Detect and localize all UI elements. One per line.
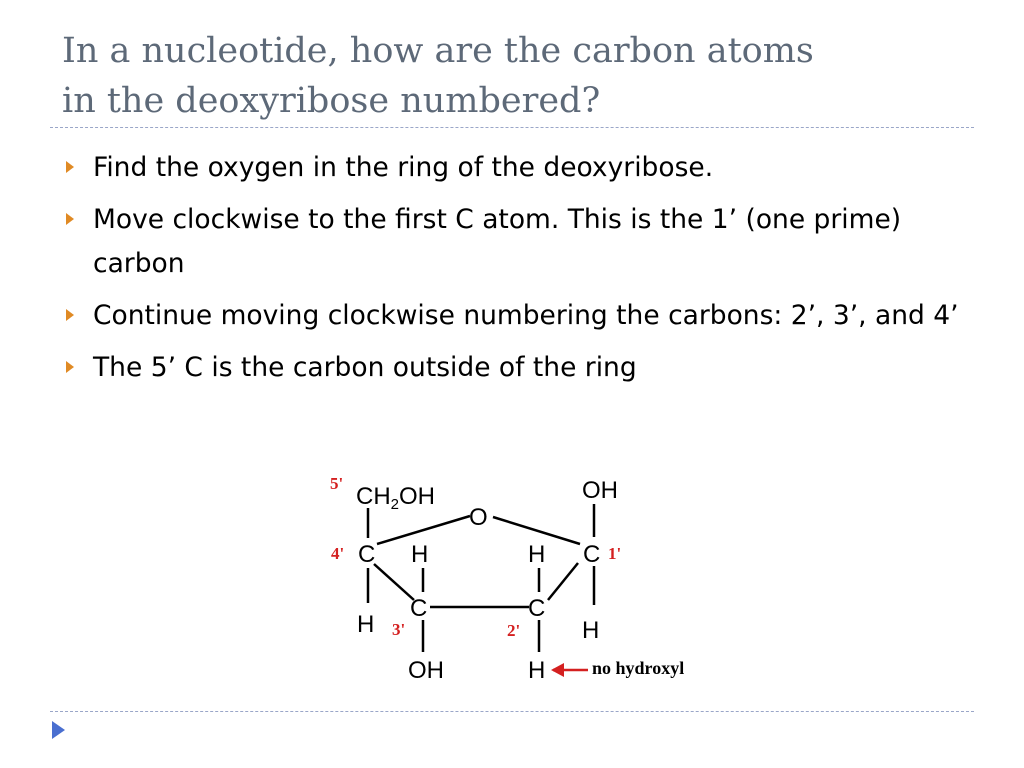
c1-hydrogen-below: H bbox=[582, 617, 600, 644]
bullet-list bbox=[60, 146, 960, 398]
title-line-1: In a nucleotide, how are the carbon atoms bbox=[62, 31, 814, 71]
bullet-item-4 bbox=[60, 346, 960, 390]
annotation-label: no hydroxyl bbox=[592, 658, 685, 678]
carbon-number-5: 5' bbox=[330, 474, 344, 493]
c5-group-label: $CH_2OH$ bbox=[356, 483, 436, 513]
bullet-item-3 bbox=[60, 294, 960, 338]
c3-hydrogen-above: H bbox=[411, 541, 429, 568]
c3-hydroxyl-label: OH bbox=[408, 657, 444, 684]
bond-c4-c3 bbox=[374, 564, 414, 600]
bullet-item-2 bbox=[60, 198, 960, 286]
carbon-2-atom: C bbox=[528, 595, 546, 622]
ring-oxygen-atom: O bbox=[469, 504, 488, 531]
bullet-text: The 5’ C is the carbon outside of the ring bbox=[93, 352, 637, 383]
c2-hydrogen-above: H bbox=[528, 541, 546, 568]
bond-c1-c2 bbox=[548, 563, 578, 600]
bullet-arrow-icon bbox=[66, 161, 74, 173]
annotation-arrow-head-icon bbox=[551, 663, 564, 677]
bond-c4-o bbox=[377, 516, 470, 544]
c2-hydrogen-below: H bbox=[528, 657, 546, 684]
bullet-text: Move clockwise to the first C atom. This is the 1’ (one prime) carbon bbox=[93, 204, 902, 279]
next-slide-arrow-icon[interactable] bbox=[52, 721, 65, 739]
bullet-text: Find the oxygen in the ring of the deoxyribose. bbox=[93, 152, 714, 183]
c1-hydroxyl-label: OH bbox=[582, 477, 618, 504]
bullet-arrow-icon bbox=[66, 309, 74, 321]
no-hydroxyl-annotation bbox=[551, 658, 684, 678]
carbon-number-4: 4' bbox=[331, 544, 345, 563]
title-divider bbox=[50, 127, 974, 128]
carbon-4-atom: C bbox=[358, 541, 376, 568]
bullet-text: Continue moving clockwise numbering the carbons: 2’, 3’, and 4’ bbox=[93, 300, 959, 331]
atom-labels bbox=[356, 477, 618, 684]
bullet-arrow-icon bbox=[66, 361, 74, 373]
c4-hydrogen-below: H bbox=[357, 611, 375, 638]
footer-divider bbox=[50, 711, 974, 712]
bullet-arrow-icon bbox=[66, 213, 74, 225]
carbon-3-atom: C bbox=[410, 595, 428, 622]
title-line-2: in the deoxyribose numbered? bbox=[62, 81, 601, 121]
carbon-number-2: 2' bbox=[507, 621, 521, 640]
deoxyribose-structure-diagram bbox=[322, 460, 742, 695]
carbon-number-3: 3' bbox=[392, 620, 406, 639]
bond-o-c1 bbox=[493, 517, 580, 544]
bullet-item-1 bbox=[60, 146, 960, 190]
carbon-1-atom: C bbox=[583, 541, 601, 568]
carbon-number-1: 1' bbox=[608, 544, 622, 563]
slide-title bbox=[62, 26, 962, 126]
